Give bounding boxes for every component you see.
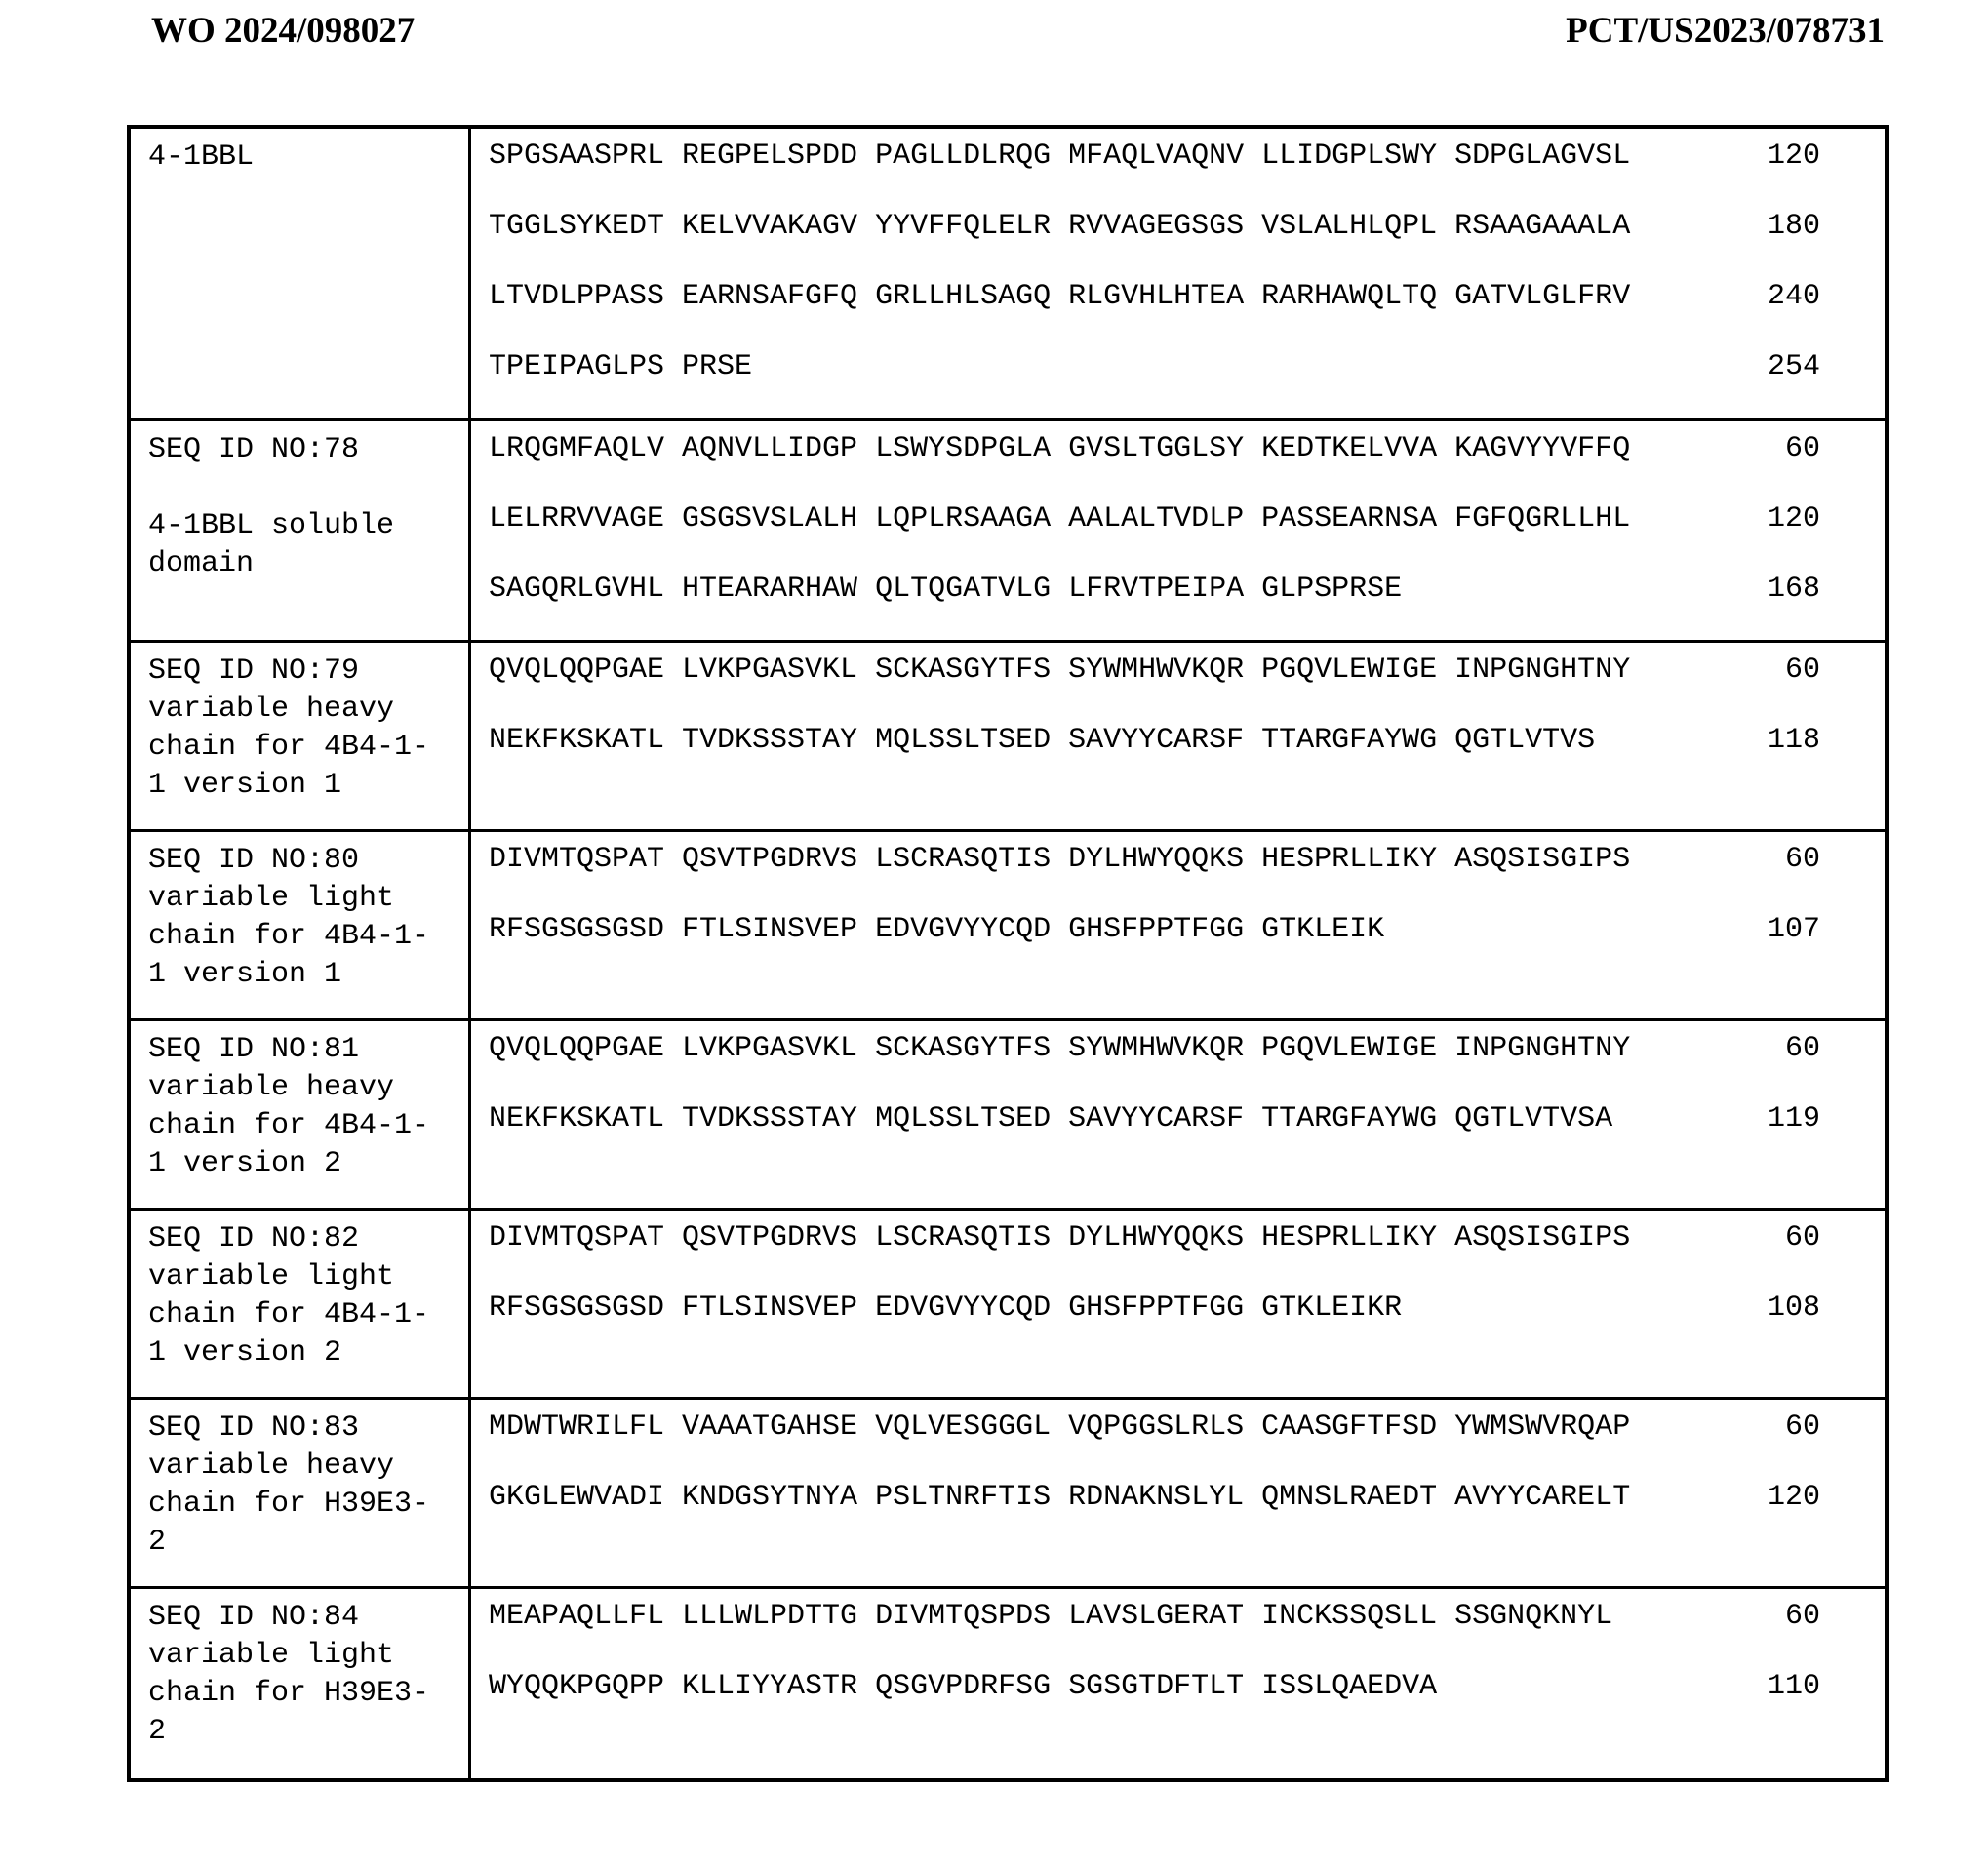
residue-number: 180 bbox=[1767, 210, 1820, 243]
table-row bbox=[131, 1021, 1885, 1211]
sequence-label-cell bbox=[131, 643, 471, 829]
sequence-listing-table bbox=[127, 125, 1889, 1782]
sequence-text: TPEIPAGLPS PRSE bbox=[489, 350, 753, 383]
residue-number: 108 bbox=[1767, 1292, 1820, 1325]
sequence-line bbox=[489, 1408, 1885, 1478]
sequence-line bbox=[489, 1289, 1885, 1359]
sequence-line bbox=[489, 1667, 1885, 1737]
residue-number: 120 bbox=[1767, 139, 1820, 173]
residue-number: 254 bbox=[1767, 350, 1820, 383]
sequence-text: WYQQKPGQPP KLLIYYASTR QSGVPDRFSG SGSGTDFTLT ISSLQAEDVA bbox=[489, 1670, 1438, 1703]
sequence-label-cell bbox=[131, 421, 471, 640]
residue-number: 107 bbox=[1767, 913, 1820, 946]
table-row bbox=[131, 421, 1885, 643]
sequence-line bbox=[489, 1597, 1885, 1667]
sequence-label-line: 4-1BBL bbox=[148, 140, 255, 174]
sequence-label-line: 4-1BBL soluble bbox=[148, 509, 395, 542]
sequence-label-line: variable heavy bbox=[148, 693, 395, 726]
sequence-label-line: variable light bbox=[148, 1260, 395, 1293]
sequence-line bbox=[489, 570, 1885, 640]
publication-number: WO 2024/098027 bbox=[151, 11, 416, 51]
sequence-cell bbox=[471, 1400, 1885, 1586]
table-row bbox=[131, 129, 1885, 421]
sequence-label-line: SEQ ID NO:82 bbox=[148, 1222, 360, 1255]
application-number: PCT/US2023/078731 bbox=[1566, 11, 1885, 51]
sequence-label-cell bbox=[131, 129, 471, 418]
sequence-line bbox=[489, 499, 1885, 570]
sequence-label-line: variable heavy bbox=[148, 1450, 395, 1483]
sequence-text: TGGLSYKEDT KELVVAKAGV YYVFFQLELR RVVAGEGSGS VSLALHLQPL RSAAGAAALA bbox=[489, 210, 1631, 243]
sequence-text: LELRRVVAGE GSGSVSLALH LQPLRSAAGA AALALTVDLP PASSEARNSA FGFQGRLLHL bbox=[489, 502, 1631, 536]
sequence-cell bbox=[471, 1589, 1885, 1778]
sequence-line bbox=[489, 207, 1885, 277]
sequence-label-line: 2 bbox=[148, 1715, 167, 1748]
page-header bbox=[0, 10, 1988, 59]
sequence-line bbox=[489, 1029, 1885, 1099]
sequence-label-line: domain bbox=[148, 547, 255, 580]
sequence-cell bbox=[471, 832, 1885, 1018]
sequence-label-cell bbox=[131, 1021, 471, 1208]
sequence-line bbox=[489, 429, 1885, 499]
sequence-line bbox=[489, 910, 1885, 980]
sequence-line bbox=[489, 137, 1885, 207]
residue-number: 110 bbox=[1767, 1670, 1820, 1703]
residue-number: 60 bbox=[1784, 1032, 1820, 1065]
sequence-text: SPGSAASPRL REGPELSPDD PAGLLDLRQG MFAQLVAQNV LLIDGPLSWY SDPGLAGVSL bbox=[489, 139, 1631, 173]
sequence-label-cell bbox=[131, 1211, 471, 1397]
sequence-label-line: SEQ ID NO:79 bbox=[148, 655, 360, 688]
residue-number: 168 bbox=[1767, 573, 1820, 606]
sequence-cell bbox=[471, 643, 1885, 829]
sequence-label-line: chain for H39E3- bbox=[148, 1488, 430, 1521]
sequence-line bbox=[489, 347, 1885, 417]
sequence-text: SAGQRLGVHL HTEARARHAW QLTQGATVLG LFRVTPEIPA GLPSPRSE bbox=[489, 573, 1403, 606]
sequence-label-cell bbox=[131, 832, 471, 1018]
sequence-line bbox=[489, 1478, 1885, 1548]
sequence-label-line: chain for 4B4-1- bbox=[148, 731, 430, 764]
sequence-text: DIVMTQSPAT QSVTPGDRVS LSCRASQTIS DYLHWYQQKS HESPRLLIKY ASQSISGIPS bbox=[489, 1221, 1631, 1254]
residue-number: 60 bbox=[1784, 843, 1820, 876]
sequence-line bbox=[489, 1218, 1885, 1289]
residue-number: 60 bbox=[1784, 1411, 1820, 1444]
sequence-text: RFSGSGSGSD FTLSINSVEP EDVGVYYCQD GHSFPPTFGG GTKLEIKR bbox=[489, 1292, 1403, 1325]
sequence-label-line: 1 version 1 bbox=[148, 769, 342, 802]
sequence-cell bbox=[471, 1211, 1885, 1397]
table-row bbox=[131, 832, 1885, 1021]
sequence-line bbox=[489, 840, 1885, 910]
residue-number: 60 bbox=[1784, 1221, 1820, 1254]
table-row bbox=[131, 1400, 1885, 1589]
sequence-label-cell bbox=[131, 1589, 471, 1778]
sequence-label-line: chain for 4B4-1- bbox=[148, 920, 430, 953]
sequence-label-line: variable light bbox=[148, 1639, 395, 1672]
residue-number: 118 bbox=[1767, 724, 1820, 757]
sequence-text: MEAPAQLLFL LLLWLPDTTG DIVMTQSPDS LAVSLGERAT INCKSSQSLL SSGNQKNYL bbox=[489, 1600, 1613, 1633]
residue-number: 120 bbox=[1767, 502, 1820, 536]
sequence-cell bbox=[471, 1021, 1885, 1208]
residue-number: 119 bbox=[1767, 1102, 1820, 1135]
sequence-label-line: SEQ ID NO:80 bbox=[148, 844, 360, 877]
sequence-label-line: chain for 4B4-1- bbox=[148, 1109, 430, 1142]
sequence-text: GKGLEWVADI KNDGSYTNYA PSLTNRFTIS RDNAKNSLYL QMNSLRAEDT AVYYCARELT bbox=[489, 1481, 1631, 1514]
sequence-label-line: 1 version 2 bbox=[148, 1147, 342, 1180]
table-row bbox=[131, 643, 1885, 832]
table-row bbox=[131, 1589, 1885, 1778]
sequence-text: NEKFKSKATL TVDKSSSTAY MQLSSLTSED SAVYYCARSF TTARGFAYWG QGTLVTVS bbox=[489, 724, 1596, 757]
sequence-text: RFSGSGSGSD FTLSINSVEP EDVGVYYCQD GHSFPPTFGG GTKLEIK bbox=[489, 913, 1385, 946]
sequence-label-line: chain for 4B4-1- bbox=[148, 1298, 430, 1331]
sequence-cell bbox=[471, 421, 1885, 640]
sequence-text: LRQGMFAQLV AQNVLLIDGP LSWYSDPGLA GVSLTGGLSY KEDTKELVVA KAGVYYVFFQ bbox=[489, 432, 1631, 465]
table-row bbox=[131, 1211, 1885, 1400]
sequence-text: LTVDLPPASS EARNSAFGFQ GRLLHLSAGQ RLGVHLHTEA RARHAWQLTQ GATVLGLFRV bbox=[489, 280, 1631, 313]
sequence-text: NEKFKSKATL TVDKSSSTAY MQLSSLTSED SAVYYCARSF TTARGFAYWG QGTLVTVSA bbox=[489, 1102, 1613, 1135]
sequence-label-cell bbox=[131, 1400, 471, 1586]
sequence-line bbox=[489, 277, 1885, 347]
sequence-line bbox=[489, 721, 1885, 791]
sequence-text: QVQLQQPGAE LVKPGASVKL SCKASGYTFS SYWMHWVKQR PGQVLEWIGE INPGNGHTNY bbox=[489, 1032, 1631, 1065]
sequence-label-line: SEQ ID NO:78 bbox=[148, 433, 360, 466]
residue-number: 60 bbox=[1784, 1600, 1820, 1633]
sequence-label-line: variable heavy bbox=[148, 1071, 395, 1104]
sequence-label-line: chain for H39E3- bbox=[148, 1677, 430, 1710]
sequence-label-line: SEQ ID NO:83 bbox=[148, 1411, 360, 1445]
sequence-label-line bbox=[148, 469, 462, 507]
sequence-text: QVQLQQPGAE LVKPGASVKL SCKASGYTFS SYWMHWVKQR PGQVLEWIGE INPGNGHTNY bbox=[489, 654, 1631, 687]
sequence-text: MDWTWRILFL VAAATGAHSE VQLVESGGGL VQPGGSLRLS CAASGFTFSD YWMSWVRQAP bbox=[489, 1411, 1631, 1444]
residue-number: 240 bbox=[1767, 280, 1820, 313]
sequence-line bbox=[489, 1099, 1885, 1170]
sequence-text: DIVMTQSPAT QSVTPGDRVS LSCRASQTIS DYLHWYQQKS HESPRLLIKY ASQSISGIPS bbox=[489, 843, 1631, 876]
sequence-label-line: SEQ ID NO:84 bbox=[148, 1601, 360, 1634]
sequence-label-line: 2 bbox=[148, 1526, 167, 1559]
sequence-label-line: SEQ ID NO:81 bbox=[148, 1033, 360, 1066]
residue-number: 60 bbox=[1784, 432, 1820, 465]
sequence-label-line: 1 version 1 bbox=[148, 958, 342, 991]
residue-number: 120 bbox=[1767, 1481, 1820, 1514]
sequence-label-line: variable light bbox=[148, 882, 395, 915]
residue-number: 60 bbox=[1784, 654, 1820, 687]
sequence-label-line: 1 version 2 bbox=[148, 1336, 342, 1370]
sequence-cell bbox=[471, 129, 1885, 418]
sequence-line bbox=[489, 651, 1885, 721]
